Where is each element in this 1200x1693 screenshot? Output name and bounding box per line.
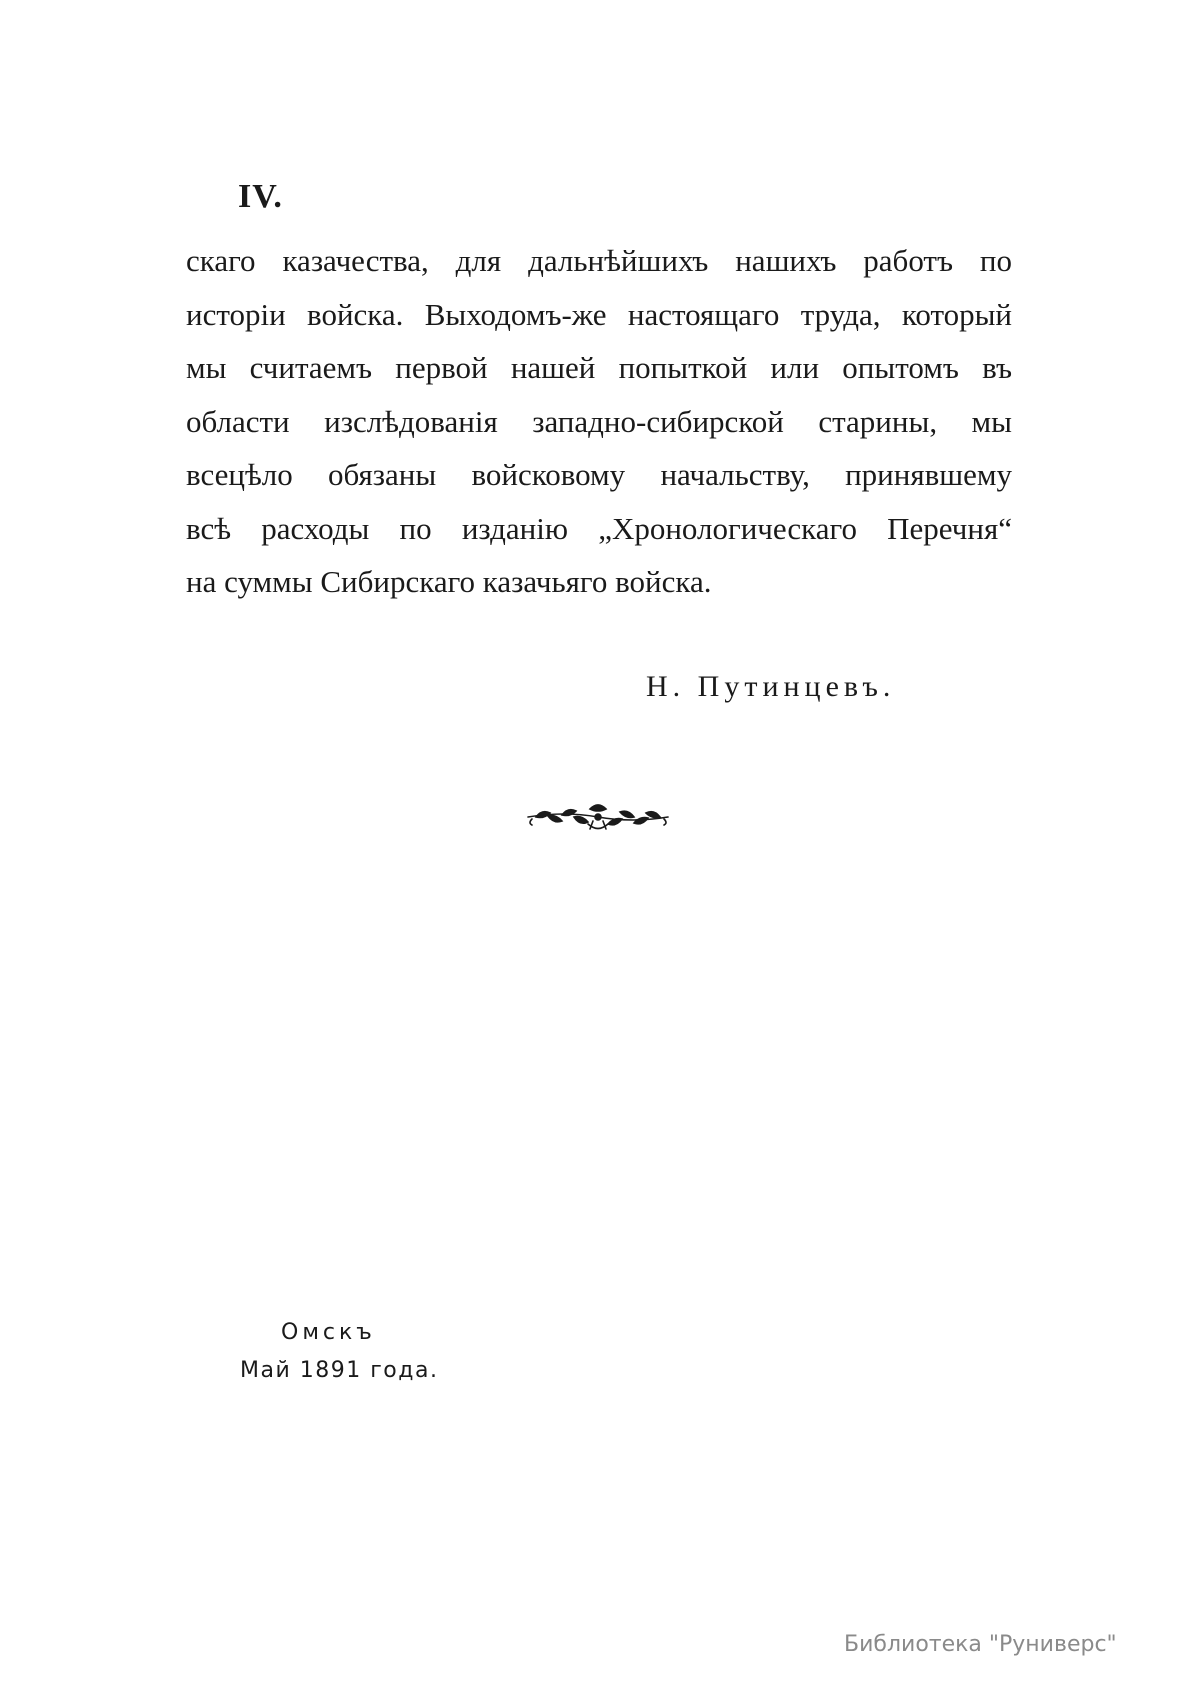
body-line: области изслѣдованія западно-сибирской старины, мы xyxy=(186,403,1012,439)
body-line: всецѣло обязаны войсковому начальству, принявшему xyxy=(186,457,1012,492)
body-line: на суммы Сибирскаго казачьяго войска. xyxy=(186,564,712,599)
library-watermark: Библиотека "Руниверс" xyxy=(844,1632,1117,1657)
page-number: IV. xyxy=(238,178,283,215)
floral-vignette-icon xyxy=(524,797,672,837)
body-text xyxy=(186,238,1012,613)
body-line: исторіи войска. Выходомъ-же настоящаго труда, который xyxy=(186,296,1012,332)
body-line: мы считаемъ первой нашей попыткой или опытомъ въ xyxy=(186,350,1012,385)
publication-place: Омскъ xyxy=(281,1320,376,1345)
body-line: всѣ расходы по изданію „Хронологическаго Перечня“ xyxy=(186,510,1012,546)
body-line: скаго казачества, для дальнѣйшихъ нашихъ работъ по xyxy=(186,243,1012,278)
publication-date: Май 1891 года. xyxy=(240,1358,439,1383)
signature: Н. Путинцевъ. xyxy=(646,670,896,703)
